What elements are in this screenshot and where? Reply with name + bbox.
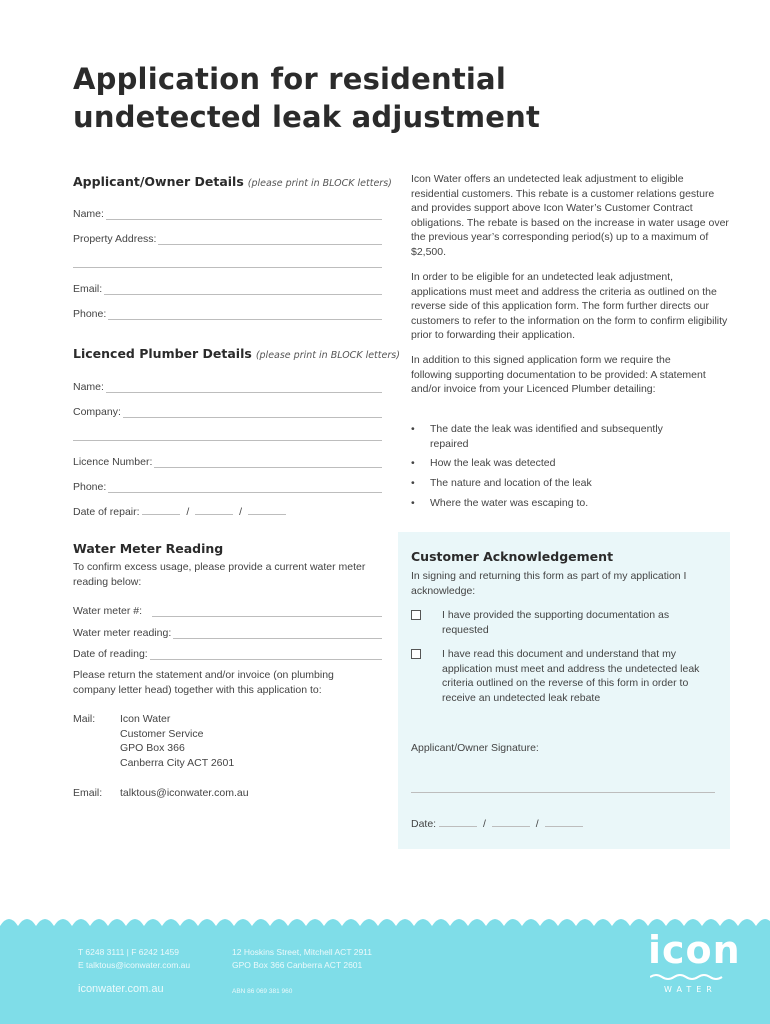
repair-date-day[interactable] bbox=[142, 504, 180, 515]
meter-number-field[interactable] bbox=[73, 603, 382, 617]
applicant-phone-label: Phone: bbox=[73, 308, 107, 320]
ack-item-1-text: I have provided the supporting documentation as requested bbox=[442, 609, 670, 636]
footer bbox=[0, 912, 770, 1024]
mail-address bbox=[120, 712, 234, 770]
applicant-section-heading bbox=[73, 174, 392, 189]
mail-line-4: Canberra City ACT 2601 bbox=[120, 756, 235, 769]
repair-date-label: Date of repair: bbox=[73, 506, 140, 518]
repair-date-month[interactable] bbox=[195, 504, 233, 515]
plumber-licence-line[interactable] bbox=[154, 457, 382, 468]
applicant-name-line[interactable] bbox=[106, 209, 382, 220]
applicant-phone-field[interactable] bbox=[73, 306, 382, 320]
meter-date-label: Date of reading: bbox=[73, 648, 148, 660]
plumber-name-label: Name: bbox=[73, 381, 104, 393]
ack-intro: In signing and returning this form as part of my application I acknowledge: bbox=[411, 570, 687, 597]
info-paragraph-1: Icon Water offers an undetected leak adjustment to eligible residential customers. This rebate is a customer relations gesture and provides support above Icon Water’s Customer Contract obligations. The rebate is based on the increase in water usage over the previous year’s corresponding period(s) up to a maximum of $2,500. bbox=[411, 173, 729, 258]
plumber-phone-field[interactable] bbox=[73, 479, 382, 493]
meter-date-field[interactable] bbox=[73, 646, 382, 660]
signature-label: Applicant/Owner Signature: bbox=[411, 742, 539, 754]
email-address-link[interactable]: talktous@iconwater.com.au bbox=[120, 787, 249, 799]
mail-line-1: Icon Water bbox=[120, 713, 171, 725]
footer-website-link[interactable]: iconwater.com.au bbox=[78, 983, 164, 995]
meter-reading-field[interactable] bbox=[73, 625, 382, 639]
bullet-icon: • bbox=[411, 423, 415, 435]
meter-intro: To confirm excess usage, please provide a current water meter reading below: bbox=[73, 561, 366, 588]
applicant-email-field[interactable] bbox=[73, 281, 382, 295]
meter-number-label: Water meter #: bbox=[73, 605, 143, 617]
email-label: Email: bbox=[73, 787, 103, 799]
bullet-text-3: The nature and location of the leak bbox=[430, 477, 592, 489]
info-paragraph-3: In addition to this signed application form we require the following supporting documentation to be provided: A statement and/or invoice from your Licenced Plumber detailing: bbox=[411, 354, 706, 396]
ack-heading: Customer Acknowledgement bbox=[411, 549, 614, 564]
bullet-icon: • bbox=[411, 457, 415, 469]
bullet-text-2: How the leak was detected bbox=[430, 457, 556, 469]
list-item bbox=[411, 456, 711, 471]
ack-date-field[interactable] bbox=[411, 816, 583, 832]
applicant-address-label: Property Address: bbox=[73, 233, 157, 245]
ack-date-year[interactable] bbox=[545, 816, 583, 827]
applicant-address-line-2[interactable] bbox=[73, 267, 382, 268]
plumber-company-line-2[interactable] bbox=[73, 440, 382, 441]
applicant-email-label: Email: bbox=[73, 283, 103, 295]
checkbox-read-understood[interactable] bbox=[411, 649, 421, 659]
ack-date-day[interactable] bbox=[439, 816, 477, 827]
repair-date-sep-1: / bbox=[186, 506, 190, 518]
mail-label: Mail: bbox=[73, 713, 96, 725]
list-item bbox=[411, 496, 711, 511]
bullet-icon: • bbox=[411, 477, 415, 489]
applicant-email-line[interactable] bbox=[104, 284, 382, 295]
list-item bbox=[411, 476, 711, 491]
ack-item-2-text: I have read this document and understand that my application must meet and address the undetected leak criteria outlined on the reverse of this form in order to receive an undetected leak rebate bbox=[442, 648, 700, 704]
meter-section-heading: Water Meter Reading bbox=[73, 541, 224, 556]
plumber-name-line[interactable] bbox=[106, 382, 382, 393]
applicant-heading-note: (please print in BLOCK letters) bbox=[247, 178, 392, 189]
bullet-icon: • bbox=[411, 497, 415, 509]
plumber-name-field[interactable] bbox=[73, 379, 382, 393]
list-item bbox=[411, 422, 711, 452]
plumber-phone-line[interactable] bbox=[108, 482, 382, 493]
info-paragraph-2: In order to be eligible for an undetected leak adjustment, applications must meet and address the criteria as outlined on the reverse side of this application form. The form further directs our customers to refer to the information on the form to confirm eligibility prior to forwarding their application. bbox=[411, 271, 728, 342]
applicant-name-label: Name: bbox=[73, 208, 104, 220]
repair-date-year[interactable] bbox=[248, 504, 286, 515]
applicant-heading-text: Applicant/Owner Details bbox=[73, 174, 244, 189]
applicant-address-field[interactable] bbox=[73, 231, 382, 245]
plumber-company-label: Company: bbox=[73, 406, 121, 418]
ack-item-2 bbox=[411, 647, 711, 707]
footer-address-1: 12 Hoskins Street, Mitchell ACT 2911 bbox=[232, 947, 373, 957]
checkbox-documentation[interactable] bbox=[411, 610, 421, 620]
meter-number-line[interactable] bbox=[152, 606, 382, 617]
applicant-name-field[interactable] bbox=[73, 206, 382, 220]
logo-word: icon bbox=[648, 928, 741, 972]
ack-item-1 bbox=[411, 608, 711, 638]
repair-date-field[interactable] bbox=[73, 504, 286, 520]
logo-subtitle: WATER bbox=[664, 985, 717, 994]
plumber-company-line[interactable] bbox=[123, 407, 382, 418]
logo-wave-icon bbox=[650, 973, 724, 981]
mail-line-3: GPO Box 366 bbox=[120, 742, 185, 755]
meter-reading-label: Water meter reading: bbox=[73, 627, 172, 639]
bullet-text-4: Where the water was escaping to. bbox=[430, 497, 589, 509]
plumber-licence-label: Licence Number: bbox=[73, 456, 153, 468]
footer-phone: T 6248 3111 | F 6242 1459 bbox=[78, 947, 179, 957]
repair-date-sep-2: / bbox=[239, 506, 243, 518]
applicant-phone-line[interactable] bbox=[108, 309, 382, 320]
meter-date-line[interactable] bbox=[150, 649, 382, 660]
ack-date-sep-1: / bbox=[482, 818, 486, 830]
signature-line[interactable] bbox=[411, 792, 715, 793]
plumber-heading-text: Licenced Plumber Details bbox=[73, 346, 252, 361]
bullet-text-1: The date the leak was identified and subsequently repaired bbox=[430, 423, 663, 450]
plumber-company-field[interactable] bbox=[73, 404, 382, 418]
ack-date-label: Date: bbox=[411, 818, 437, 830]
mail-line-2: Customer Service bbox=[120, 727, 204, 740]
plumber-phone-label: Phone: bbox=[73, 481, 107, 493]
plumber-heading-note: (please print in BLOCK letters) bbox=[255, 350, 400, 361]
footer-address-2: GPO Box 366 Canberra ACT 2601 bbox=[232, 960, 363, 970]
applicant-address-line[interactable] bbox=[158, 234, 382, 245]
plumber-licence-field[interactable] bbox=[73, 454, 382, 468]
meter-reading-line[interactable] bbox=[173, 628, 382, 639]
return-instructions: Please return the statement and/or invoice (on plumbing company letter head) together with this application to: bbox=[73, 669, 334, 696]
plumber-section-heading bbox=[73, 346, 400, 361]
footer-email[interactable]: E talktous@iconwater.com.au bbox=[78, 960, 191, 970]
page-title: Application for residential undetected leak adjustment bbox=[73, 62, 541, 134]
ack-date-sep-2: / bbox=[535, 818, 539, 830]
footer-abn: ABN 86 069 381 960 bbox=[232, 988, 293, 995]
ack-date-month[interactable] bbox=[492, 816, 530, 827]
